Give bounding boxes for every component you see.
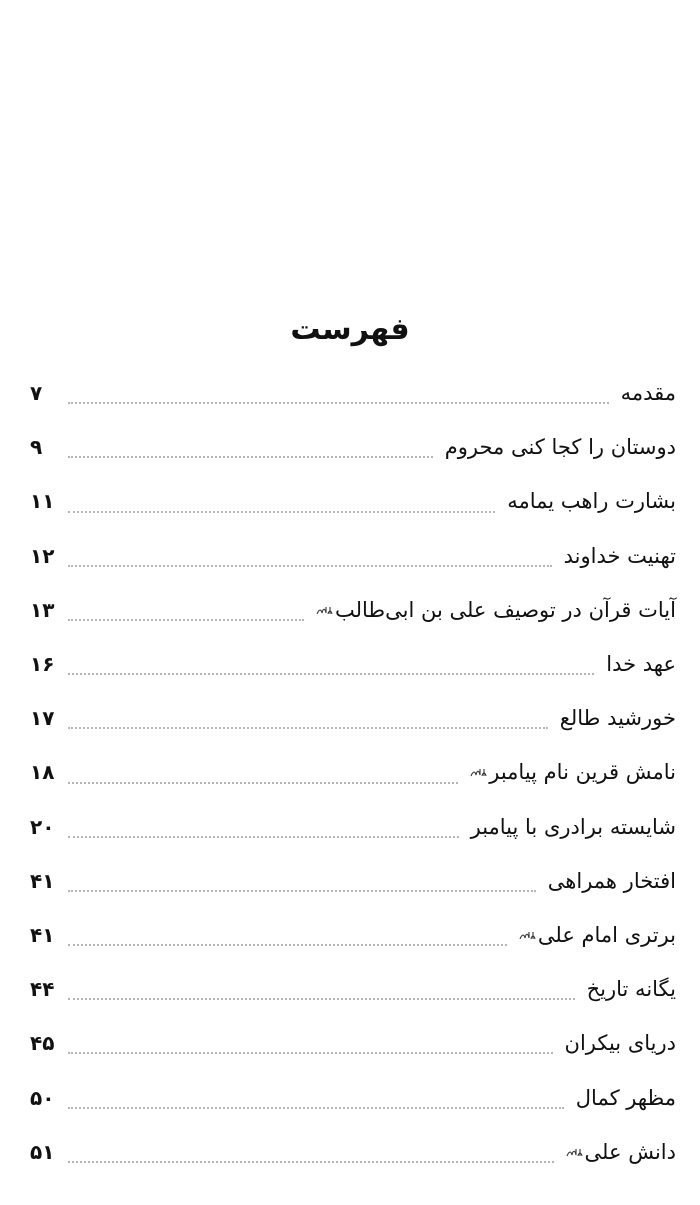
toc-entry-title: تهنیت خداوند xyxy=(563,543,676,568)
toc-entry-page-number: ۱۸ xyxy=(30,760,55,785)
honorific-ligature-icon xyxy=(316,605,334,617)
toc-entry-page-number: ۴۵ xyxy=(30,1031,55,1056)
dot-leader xyxy=(68,727,548,729)
toc-entry xyxy=(30,583,676,637)
dot-leader xyxy=(68,619,304,621)
toc-entry xyxy=(30,1125,676,1179)
dot-leader xyxy=(68,1052,553,1054)
dot-leader xyxy=(68,673,594,675)
toc-entry xyxy=(30,420,676,474)
dot-leader xyxy=(68,998,575,1000)
toc-entry-title: عهد خدا xyxy=(606,652,676,677)
toc-entry xyxy=(30,1016,676,1070)
dot-leader xyxy=(68,511,495,513)
toc-entry xyxy=(30,962,676,1016)
dot-leader xyxy=(68,565,552,567)
toc-entry-page-number: ۱۲ xyxy=(30,543,55,568)
dot-leader xyxy=(68,1161,554,1163)
toc-entry-page-number: ۱۳ xyxy=(30,597,55,622)
toc-entry-page-number: ۷ xyxy=(30,381,43,406)
dot-leader xyxy=(68,890,536,892)
toc-entry-title: دانش علی xyxy=(584,1139,676,1164)
dot-leader xyxy=(68,1107,564,1109)
toc-entry-title: خورشید طالع xyxy=(559,706,676,731)
toc-entry xyxy=(30,474,676,528)
toc-entry xyxy=(30,800,676,854)
toc-entry-title: افتخار همراهی xyxy=(547,868,676,893)
toc-entry-title: آیات قرآن در توصیف علی بن ابی‌طالب xyxy=(334,597,676,622)
dot-leader xyxy=(68,402,609,404)
dot-leader xyxy=(68,836,459,838)
toc-entry-page-number: ۹ xyxy=(30,435,43,460)
honorific-ligature-icon xyxy=(470,767,488,779)
toc-entry-title: دوستان را کجا کنی محروم xyxy=(444,435,676,460)
toc-entry-title: برتری امام علی xyxy=(537,922,676,947)
toc-entry xyxy=(30,637,676,691)
toc-entry-page-number: ۴۱ xyxy=(30,868,55,893)
toc-entry-title: بشارت راهب یمامه xyxy=(507,489,676,514)
honorific-ligature-icon xyxy=(566,1147,584,1159)
toc-entry xyxy=(30,908,676,962)
table-of-contents xyxy=(30,366,676,1179)
toc-entry-page-number: ۴۱ xyxy=(30,922,55,947)
toc-entry-page-number: ۵۱ xyxy=(30,1139,55,1164)
toc-entry-title: شایسته برادری با پیامبر xyxy=(470,814,676,839)
toc-entry xyxy=(30,691,676,745)
toc-entry xyxy=(30,529,676,583)
toc-entry xyxy=(30,366,676,420)
toc-entry-page-number: ۴۴ xyxy=(30,977,55,1002)
toc-entry-title: دریای بیکران xyxy=(564,1031,676,1056)
dot-leader xyxy=(68,944,507,946)
toc-entry-page-number: ۱۱ xyxy=(30,489,55,514)
toc-entry-page-number: ۱۷ xyxy=(30,706,55,731)
toc-entry-title: مقدمه xyxy=(620,381,676,406)
honorific-ligature-icon xyxy=(519,930,537,942)
dot-leader xyxy=(68,782,458,784)
toc-entry-title: مظهر کمال xyxy=(575,1085,676,1110)
toc-entry-page-number: ۵۰ xyxy=(30,1085,55,1110)
page-title: فهرست xyxy=(290,312,410,347)
dot-leader xyxy=(68,456,433,458)
toc-entry-page-number: ۱۶ xyxy=(30,652,55,677)
toc-entry-title: یگانه تاریخ xyxy=(586,977,676,1002)
toc-entry xyxy=(30,745,676,799)
toc-entry xyxy=(30,854,676,908)
toc-entry xyxy=(30,1070,676,1124)
toc-entry-page-number: ۲۰ xyxy=(30,814,55,839)
toc-entry-title: نامش قرین نام پیامبر xyxy=(489,760,676,785)
